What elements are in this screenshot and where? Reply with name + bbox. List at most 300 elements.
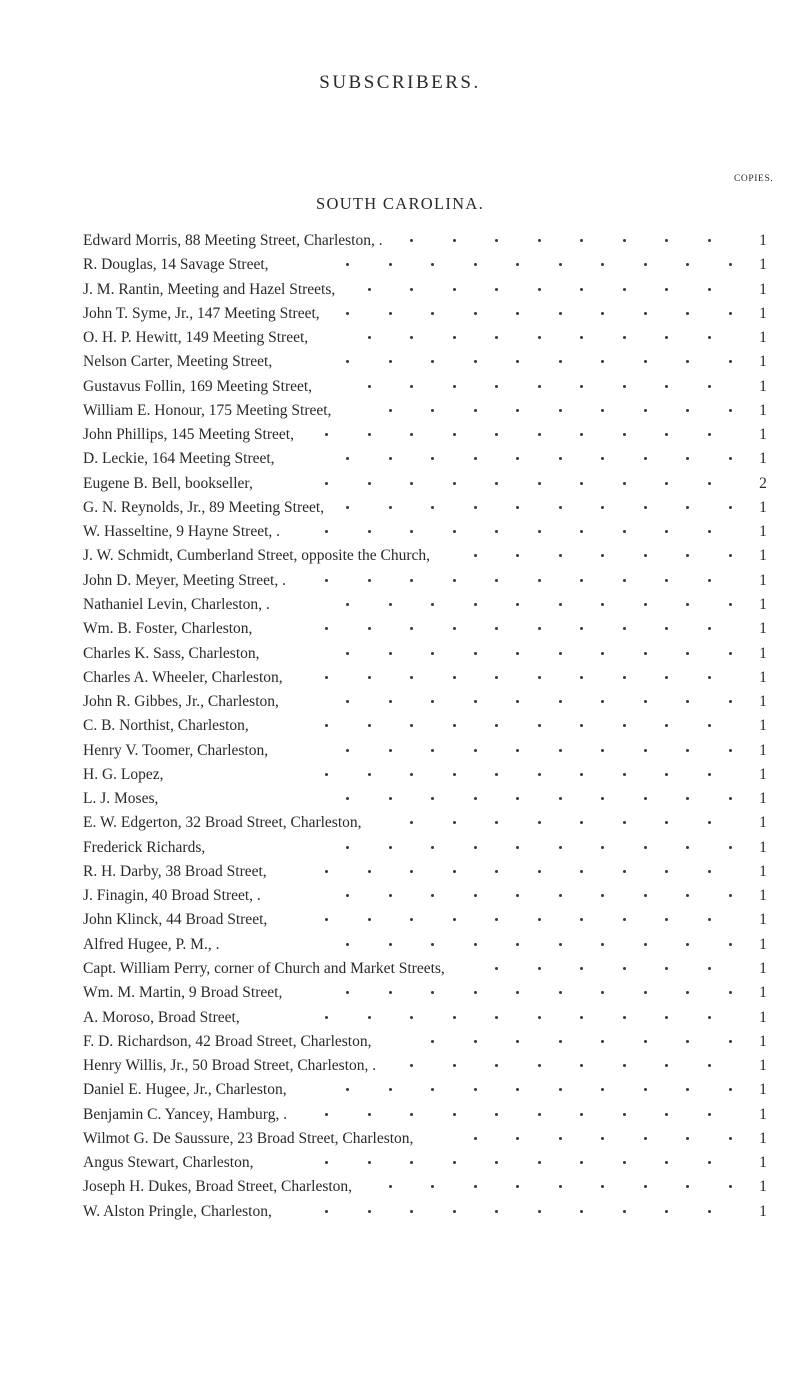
leader-dot	[325, 676, 328, 679]
leader-dot	[686, 943, 689, 946]
leader-dot	[516, 846, 519, 849]
leader-dot	[559, 1185, 562, 1188]
leader-dot	[474, 991, 477, 994]
leader-dot	[665, 1161, 668, 1164]
dot-leader	[0, 1055, 800, 1077]
leader-dot	[729, 943, 732, 946]
copies-count: 1	[759, 498, 767, 516]
leader-dot	[580, 1161, 583, 1164]
dot-leader	[0, 1128, 800, 1150]
leader-dot	[453, 336, 456, 339]
dot-leader	[0, 1201, 800, 1223]
leader-dot	[729, 749, 732, 752]
leader-dot	[580, 1016, 583, 1019]
leader-dot	[516, 700, 519, 703]
leader-dot	[431, 506, 434, 509]
leader-dot	[538, 530, 541, 533]
leader-dot	[453, 433, 456, 436]
leader-dot	[410, 1210, 413, 1213]
leader-dot	[686, 749, 689, 752]
leader-dot	[686, 1137, 689, 1140]
leader-dot	[453, 1210, 456, 1213]
leader-dot	[686, 700, 689, 703]
copies-count: 1	[759, 232, 767, 249]
leader-dot	[665, 967, 668, 970]
leader-dot	[665, 821, 668, 824]
leader-dot	[410, 1113, 413, 1116]
leader-dot	[474, 1185, 477, 1188]
leader-dot	[389, 457, 392, 460]
leader-dot	[495, 967, 498, 970]
leader-dot	[665, 530, 668, 533]
subscriber-name: R. Douglas, 14 Savage Street,	[83, 256, 269, 274]
leader-dot	[389, 894, 392, 897]
leader-dot	[708, 1064, 711, 1067]
leader-dot	[474, 894, 477, 897]
leader-dot	[410, 1161, 413, 1164]
subscriber-name: D. Leckie, 164 Meeting Street,	[83, 450, 275, 468]
leader-dot	[623, 530, 626, 533]
leader-dot	[410, 482, 413, 485]
leader-dot	[346, 312, 349, 315]
leader-dot	[623, 724, 626, 727]
leader-dot	[453, 724, 456, 727]
subscriber-name: R. H. Darby, 38 Broad Street,	[83, 862, 267, 880]
leader-dot	[686, 506, 689, 509]
copies-count: 1	[759, 1032, 767, 1050]
leader-dot	[346, 360, 349, 363]
leader-dot	[580, 918, 583, 921]
leader-dot	[495, 530, 498, 533]
leader-dot	[495, 385, 498, 388]
leader-dot	[389, 991, 392, 994]
subscriber-name: O. H. P. Hewitt, 149 Meeting Street,	[83, 329, 309, 347]
copies-count: 1	[759, 595, 767, 613]
leader-dot	[623, 870, 626, 873]
leader-dot	[368, 336, 371, 339]
leader-dot	[644, 749, 647, 752]
leader-dot	[538, 433, 541, 436]
copies-count: 1	[759, 401, 767, 419]
leader-dot	[325, 433, 328, 436]
subscriber-entry	[0, 230, 800, 254]
leader-dot	[368, 918, 371, 921]
leader-dot	[516, 749, 519, 752]
subscriber-name: H. G. Lopez,	[83, 765, 164, 783]
leader-dot	[644, 603, 647, 606]
subscriber-entry	[0, 788, 800, 812]
leader-dot	[431, 1088, 434, 1091]
copies-count: 1	[759, 304, 767, 322]
copies-count: 1	[759, 1178, 767, 1196]
dot-leader	[0, 837, 800, 859]
leader-dot	[708, 821, 711, 824]
leader-dot	[453, 579, 456, 582]
leader-dot	[729, 652, 732, 655]
leader-dot	[538, 918, 541, 921]
leader-dot	[601, 894, 604, 897]
leader-dot	[686, 1040, 689, 1043]
leader-dot	[708, 1210, 711, 1213]
leader-dot	[410, 627, 413, 630]
leader-dot	[495, 1113, 498, 1116]
leader-dot	[325, 1210, 328, 1213]
leader-dot	[729, 409, 732, 412]
leader-dot	[346, 457, 349, 460]
leader-dot	[729, 603, 732, 606]
leader-dot	[495, 1064, 498, 1067]
copies-count: 1	[759, 377, 767, 395]
leader-dot	[601, 1040, 604, 1043]
leader-dot	[516, 1040, 519, 1043]
subscriber-entry	[0, 279, 800, 303]
leader-dot	[686, 652, 689, 655]
leader-dot	[580, 821, 583, 824]
subscriber-name: L. J. Moses,	[83, 790, 159, 808]
dot-leader	[0, 254, 800, 276]
leader-dot	[538, 773, 541, 776]
leader-dot	[644, 409, 647, 412]
leader-dot	[346, 943, 349, 946]
leader-dot	[559, 360, 562, 363]
leader-dot	[580, 482, 583, 485]
subscriber-entry	[0, 303, 800, 327]
dot-leader	[0, 1079, 800, 1101]
leader-dot	[644, 506, 647, 509]
copies-count: 1	[759, 668, 767, 686]
leader-dot	[538, 288, 541, 291]
dot-leader	[0, 885, 800, 907]
leader-dot	[431, 700, 434, 703]
leader-dot	[601, 263, 604, 266]
leader-dot	[623, 288, 626, 291]
leader-dot	[325, 918, 328, 921]
leader-dot	[601, 797, 604, 800]
leader-dot	[325, 870, 328, 873]
subscriber-name: E. W. Edgerton, 32 Broad Street, Charleston,	[83, 814, 362, 832]
subscriber-name: Joseph H. Dukes, Broad Street, Charleston,	[83, 1178, 353, 1196]
subscriber-name: Eugene B. Bell, bookseller,	[83, 474, 253, 492]
dot-leader	[0, 376, 800, 398]
leader-dot	[495, 870, 498, 873]
subscriber-name: Gustavus Follin, 169 Meeting Street,	[83, 377, 313, 395]
leader-dot	[538, 1113, 541, 1116]
leader-dot	[644, 846, 647, 849]
leader-dot	[453, 918, 456, 921]
leader-dot	[389, 797, 392, 800]
leader-dot	[601, 1137, 604, 1140]
leader-dot	[474, 360, 477, 363]
leader-dot	[325, 530, 328, 533]
leader-dot	[580, 773, 583, 776]
leader-dot	[686, 360, 689, 363]
leader-dot	[729, 360, 732, 363]
subscriber-name: John D. Meyer, Meeting Street, .	[83, 571, 286, 589]
copies-count: 1	[759, 693, 767, 711]
page-title: SUBSCRIBERS.	[319, 72, 481, 93]
leader-dot	[559, 603, 562, 606]
dot-leader	[0, 1152, 800, 1174]
leader-dot	[474, 263, 477, 266]
leader-dot	[325, 1113, 328, 1116]
leader-dot	[431, 409, 434, 412]
subscriber-entry	[0, 934, 800, 958]
subscriber-name: Charles A. Wheeler, Charleston,	[83, 668, 283, 686]
leader-dot	[729, 991, 732, 994]
leader-dot	[623, 918, 626, 921]
leader-dot	[516, 457, 519, 460]
copies-count: 1	[759, 838, 767, 856]
leader-dot	[686, 1185, 689, 1188]
leader-dot	[453, 627, 456, 630]
leader-dot	[623, 1210, 626, 1213]
leader-dot	[389, 1088, 392, 1091]
copies-count: 1	[759, 814, 767, 832]
dot-leader	[0, 545, 800, 567]
subscriber-name: G. N. Reynolds, Jr., 89 Meeting Street,	[83, 498, 325, 516]
leader-dot	[729, 1040, 732, 1043]
leader-dot	[453, 676, 456, 679]
leader-dot	[389, 603, 392, 606]
leader-dot	[453, 1016, 456, 1019]
subscriber-entry	[0, 594, 800, 618]
leader-dot	[665, 239, 668, 242]
leader-dot	[431, 312, 434, 315]
leader-dot	[453, 385, 456, 388]
leader-dot	[410, 239, 413, 242]
leader-dot	[559, 700, 562, 703]
leader-dot	[623, 579, 626, 582]
leader-dot	[495, 288, 498, 291]
leader-dot	[665, 627, 668, 630]
leader-dot	[516, 506, 519, 509]
leader-dot	[389, 749, 392, 752]
subscriber-entry	[0, 740, 800, 764]
leader-dot	[538, 1210, 541, 1213]
leader-dot	[410, 724, 413, 727]
leader-dot	[559, 312, 562, 315]
leader-dot	[453, 773, 456, 776]
copies-count: 1	[759, 741, 767, 759]
subscriber-entry	[0, 885, 800, 909]
leader-dot	[708, 433, 711, 436]
leader-dot	[644, 554, 647, 557]
leader-dot	[346, 1088, 349, 1091]
subscriber-name: A. Moroso, Broad Street,	[83, 1008, 240, 1026]
leader-dot	[368, 870, 371, 873]
subscriber-entry	[0, 1104, 800, 1128]
leader-dot	[729, 797, 732, 800]
subscriber-name: J. M. Rantin, Meeting and Hazel Streets,	[83, 280, 336, 298]
dot-leader	[0, 643, 800, 665]
leader-dot	[665, 1210, 668, 1213]
dot-leader	[0, 570, 800, 592]
dot-leader	[0, 230, 800, 252]
leader-dot	[495, 1161, 498, 1164]
leader-dot	[559, 554, 562, 557]
subscriber-entry	[0, 1079, 800, 1103]
leader-dot	[665, 482, 668, 485]
dot-leader	[0, 594, 800, 616]
subscriber-name: F. D. Richardson, 42 Broad Street, Charleston,	[83, 1032, 372, 1050]
leader-dot	[644, 1137, 647, 1140]
leader-dot	[368, 433, 371, 436]
leader-dot	[516, 991, 519, 994]
subscriber-entry	[0, 424, 800, 448]
leader-dot	[453, 1161, 456, 1164]
dot-leader	[0, 958, 800, 980]
dot-leader	[0, 982, 800, 1004]
leader-dot	[495, 724, 498, 727]
copies-count: 1	[759, 571, 767, 589]
leader-dot	[389, 943, 392, 946]
copies-count: 1	[759, 620, 767, 638]
leader-dot	[644, 360, 647, 363]
leader-dot	[410, 385, 413, 388]
subscriber-entry	[0, 618, 800, 642]
leader-dot	[623, 1064, 626, 1067]
subscriber-name: Nathaniel Levin, Charleston, .	[83, 595, 270, 613]
subscriber-entry	[0, 448, 800, 472]
leader-dot	[368, 773, 371, 776]
leader-dot	[644, 263, 647, 266]
leader-dot	[368, 1210, 371, 1213]
leader-dot	[516, 263, 519, 266]
leader-dot	[474, 409, 477, 412]
leader-dot	[516, 554, 519, 557]
leader-dot	[346, 700, 349, 703]
leader-dot	[538, 1161, 541, 1164]
leader-dot	[729, 1185, 732, 1188]
leader-dot	[516, 312, 519, 315]
copies-count: 1	[759, 1057, 767, 1075]
dot-leader	[0, 279, 800, 301]
leader-dot	[368, 1113, 371, 1116]
subscriber-name: W. Hasseltine, 9 Hayne Street, .	[83, 523, 281, 541]
subscriber-name: Wm. B. Foster, Charleston,	[83, 620, 253, 638]
subscriber-entry	[0, 1055, 800, 1079]
section-heading: SOUTH CAROLINA.	[316, 194, 484, 213]
leader-dot	[729, 846, 732, 849]
leader-dot	[580, 676, 583, 679]
leader-dot	[368, 724, 371, 727]
leader-dot	[410, 1016, 413, 1019]
leader-dot	[368, 676, 371, 679]
dot-leader	[0, 788, 800, 810]
leader-dot	[410, 336, 413, 339]
copies-count: 1	[759, 1154, 767, 1172]
leader-dot	[686, 1088, 689, 1091]
copies-count: 1	[759, 1129, 767, 1147]
leader-dot	[623, 773, 626, 776]
copies-count: 1	[759, 717, 767, 735]
leader-dot	[623, 239, 626, 242]
leader-dot	[665, 1016, 668, 1019]
leader-dot	[516, 1137, 519, 1140]
subscriber-name: John Klinck, 44 Broad Street,	[83, 911, 268, 929]
dot-leader	[0, 1031, 800, 1053]
leader-dot	[729, 894, 732, 897]
leader-dot	[453, 482, 456, 485]
leader-dot	[431, 603, 434, 606]
leader-dot	[580, 336, 583, 339]
copies-count: 1	[759, 1105, 767, 1123]
dot-leader	[0, 1007, 800, 1029]
leader-dot	[346, 749, 349, 752]
leader-dot	[559, 991, 562, 994]
leader-dot	[474, 797, 477, 800]
leader-dot	[495, 627, 498, 630]
leader-dot	[601, 1088, 604, 1091]
leader-dot	[601, 652, 604, 655]
leader-dot	[538, 676, 541, 679]
subscriber-entry	[0, 1176, 800, 1200]
leader-dot	[538, 482, 541, 485]
leader-dot	[601, 603, 604, 606]
copies-count: 1	[759, 256, 767, 274]
dot-leader	[0, 497, 800, 519]
subscriber-entry	[0, 570, 800, 594]
leader-dot	[580, 1210, 583, 1213]
leader-dot	[431, 894, 434, 897]
leader-dot	[580, 870, 583, 873]
subscriber-name: Daniel E. Hugee, Jr., Charleston,	[83, 1081, 287, 1099]
leader-dot	[559, 263, 562, 266]
leader-dot	[538, 336, 541, 339]
leader-dot	[368, 385, 371, 388]
leader-dot	[644, 700, 647, 703]
copies-count: 1	[759, 1081, 767, 1099]
leader-dot	[708, 1016, 711, 1019]
leader-dot	[601, 943, 604, 946]
leader-dot	[538, 385, 541, 388]
leader-dot	[708, 1113, 711, 1116]
dot-leader	[0, 521, 800, 543]
leader-dot	[431, 360, 434, 363]
leader-dot	[516, 409, 519, 412]
leader-dot	[516, 360, 519, 363]
leader-dot	[580, 579, 583, 582]
leader-dot	[495, 239, 498, 242]
copies-count: 1	[759, 426, 767, 444]
leader-dot	[495, 1016, 498, 1019]
leader-dot	[431, 1040, 434, 1043]
dot-leader	[0, 861, 800, 883]
leader-dot	[431, 846, 434, 849]
leader-dot	[516, 1185, 519, 1188]
leader-dot	[538, 579, 541, 582]
leader-dot	[708, 627, 711, 630]
leader-dot	[495, 821, 498, 824]
dot-leader	[0, 909, 800, 931]
leader-dot	[431, 1185, 434, 1188]
leader-dot	[495, 482, 498, 485]
leader-dot	[559, 797, 562, 800]
leader-dot	[644, 1040, 647, 1043]
copies-count: 1	[759, 1202, 767, 1220]
leader-dot	[559, 749, 562, 752]
copies-count: 1	[759, 765, 767, 783]
leader-dot	[623, 433, 626, 436]
subscriber-entry	[0, 254, 800, 278]
leader-dot	[346, 506, 349, 509]
subscriber-name: Wilmot G. De Saussure, 23 Broad Street, Charleston,	[83, 1129, 414, 1147]
leader-dot	[623, 627, 626, 630]
leader-dot	[686, 312, 689, 315]
subscriber-name: J. Finagin, 40 Broad Street, .	[83, 887, 261, 905]
leader-dot	[410, 579, 413, 582]
leader-dot	[580, 1064, 583, 1067]
